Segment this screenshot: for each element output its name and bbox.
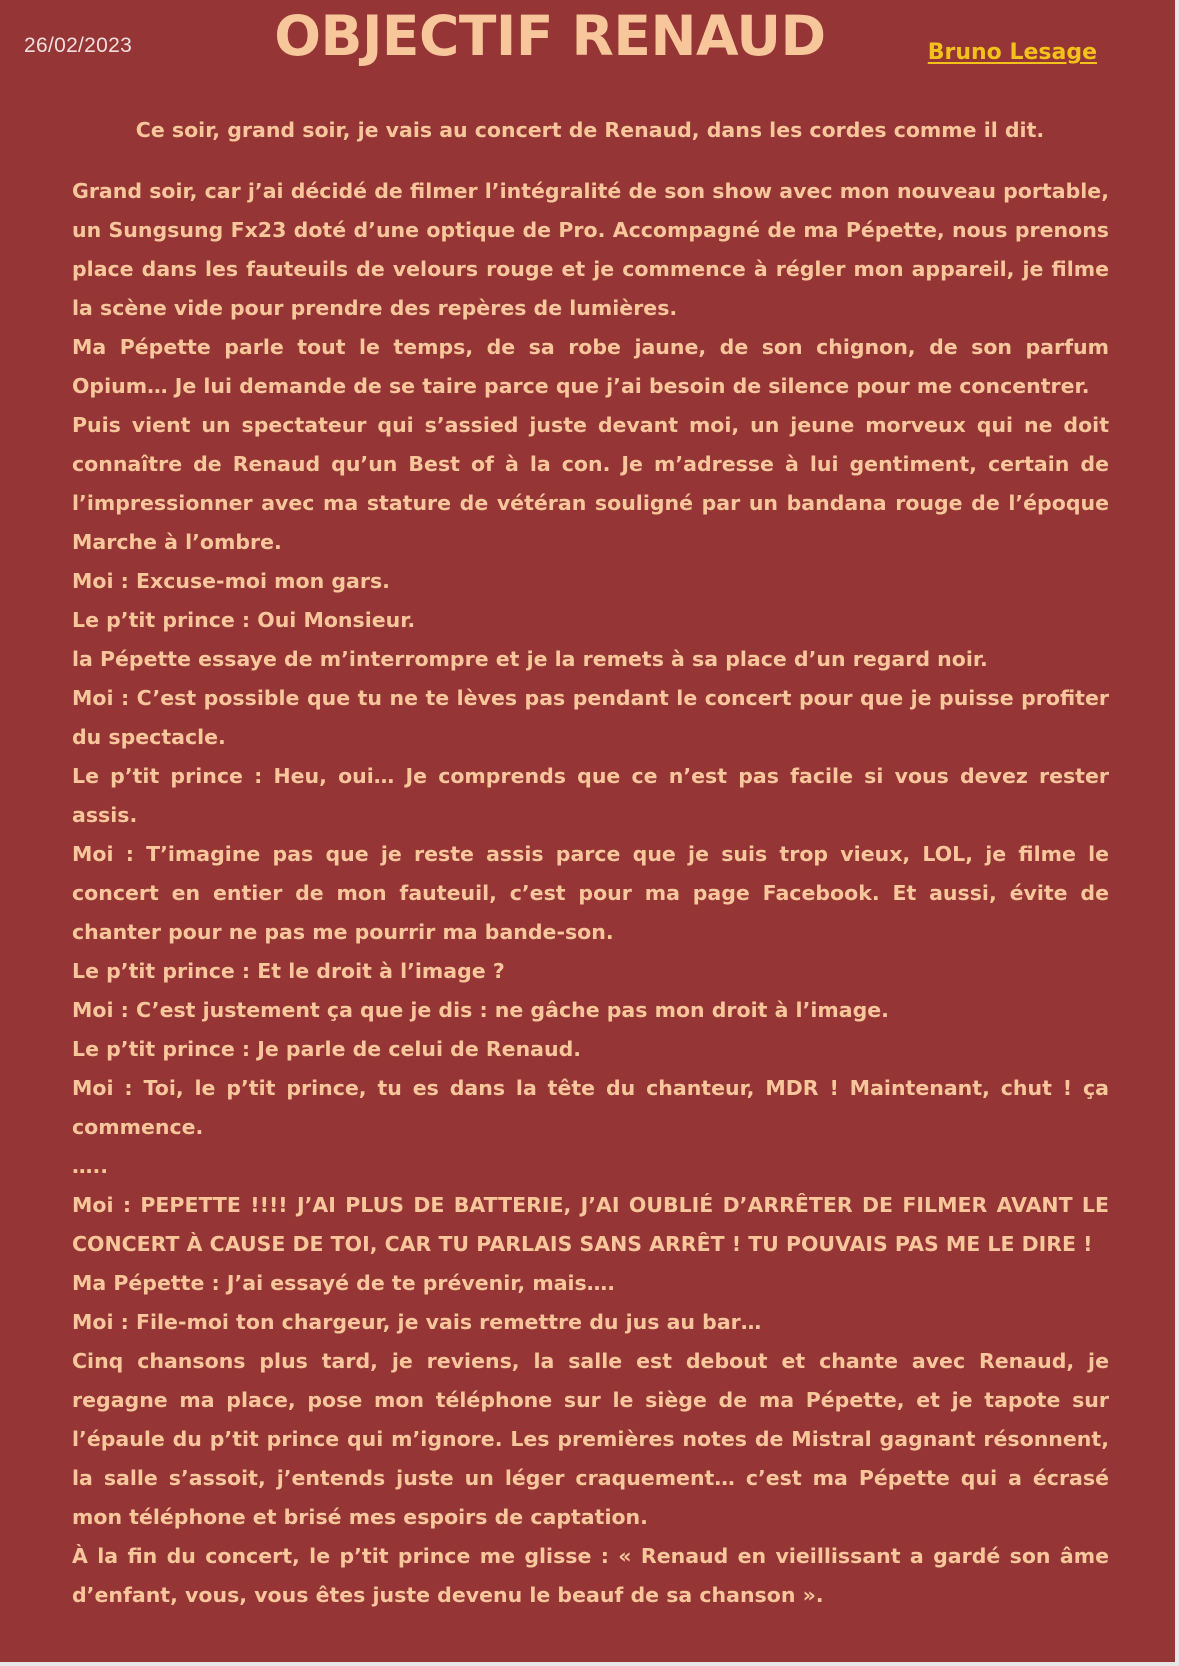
paragraph: Grand soir, car j’ai décidé de filmer l’intégralité de son show avec mon nouveau portable, un Sungsung Fx23 doté d’une optique de Pro. Accompagné de ma Pépette, nous prenons place dans les fauteuils de velours rouge et je commence à régler mon appareil, je filme la scène vide pour prendre des repères de lumières. [72,179,1109,320]
document-title: OBJECTIF RENAUD [274,4,826,68]
paragraph: Puis vient un spectateur qui s’assied juste devant moi, un jeune morveux qui ne doit connaître de Renaud qu’un Best of à la con. Je m’adresse à lui gentiment, certain de l’impressionner avec ma stature de vétéran souligné par un bandana rouge de l’époque Marche à l’ombre. [72,413,1109,554]
dialogue-line: Le p’tit prince : Oui Monsieur. [72,608,416,632]
ellipsis-break: ….. [72,1154,109,1178]
dialogue-line: Le p’tit prince : Je parle de celui de Renaud. [72,1037,582,1061]
intro-line: Ce soir, grand soir, je vais au concert de Renaud, dans les cordes comme il dit. [135,118,1045,142]
document-date: 26/02/2023 [24,34,133,57]
dialogue-line: Moi : Toi, le p’tit prince, tu es dans la tête du chanteur, MDR ! Maintenant, chut ! ça commence. [72,1076,1109,1139]
dialogue-line: Moi : File-moi ton chargeur, je vais remettre du jus au bar… [72,1310,762,1334]
paragraph: Cinq chansons plus tard, je reviens, la salle est debout et chante avec Renaud, je regagne ma place, pose mon téléphone sur le siège de ma Pépette, et je tapote sur l’épaule du p’tit prince qui m’ignore. Les premières notes de Mistral gagnant résonnent, la salle s’assoit, j’entends juste un léger craquement… c’est ma Pépette qui a écrasé mon téléphone et brisé mes espoirs de captation. [72,1349,1109,1529]
dialogue-line: Ma Pépette : J’ai essayé de te prévenir, mais…. [72,1271,616,1295]
story-body [72,172,1109,1615]
paragraph: la Pépette essaye de m’interrompre et je la remets à sa place d’un regard noir. [72,647,988,671]
author-link[interactable]: Bruno Lesage [927,40,1097,65]
dialogue-line: Moi : PEPETTE !!!! J’AI PLUS DE BATTERIE, J’AI OUBLIÉ D’ARRÊTER DE FILMER AVANT LE CONCERT À CAUSE DE TOI, CAR TU PARLAIS SANS ARRÊT ! TU POUVAIS PAS ME LE DIRE ! [72,1193,1109,1256]
paragraph: Ma Pépette parle tout le temps, de sa robe jaune, de son chignon, de son parfum Opium… Je lui demande de se taire parce que j’ai besoin de silence pour me concentrer. [72,335,1109,398]
dialogue-line: Moi : T’imagine pas que je reste assis parce que je suis trop vieux, LOL, je filme le concert en entier de mon fauteuil, c’est pour ma page Facebook. Et aussi, évite de chanter pour ne pas me pourrir ma bande-son. [72,842,1109,944]
dialogue-line: Le p’tit prince : Et le droit à l’image ? [72,959,505,983]
paragraph: À la fin du concert, le p’tit prince me glisse : « Renaud en vieillissant a gardé son âme d’enfant, vous, vous êtes juste devenu le beauf de sa chanson ». [72,1544,1109,1607]
dialogue-line: Moi : C’est possible que tu ne te lèves pas pendant le concert pour que je puisse profiter du spectacle. [72,686,1109,749]
dialogue-line: Le p’tit prince : Heu, oui… Je comprends que ce n’est pas facile si vous devez rester assis. [72,764,1109,827]
dialogue-line: Moi : C’est justement ça que je dis : ne gâche pas mon droit à l’image. [72,998,889,1022]
dialogue-line: Moi : Excuse-moi mon gars. [72,569,390,593]
